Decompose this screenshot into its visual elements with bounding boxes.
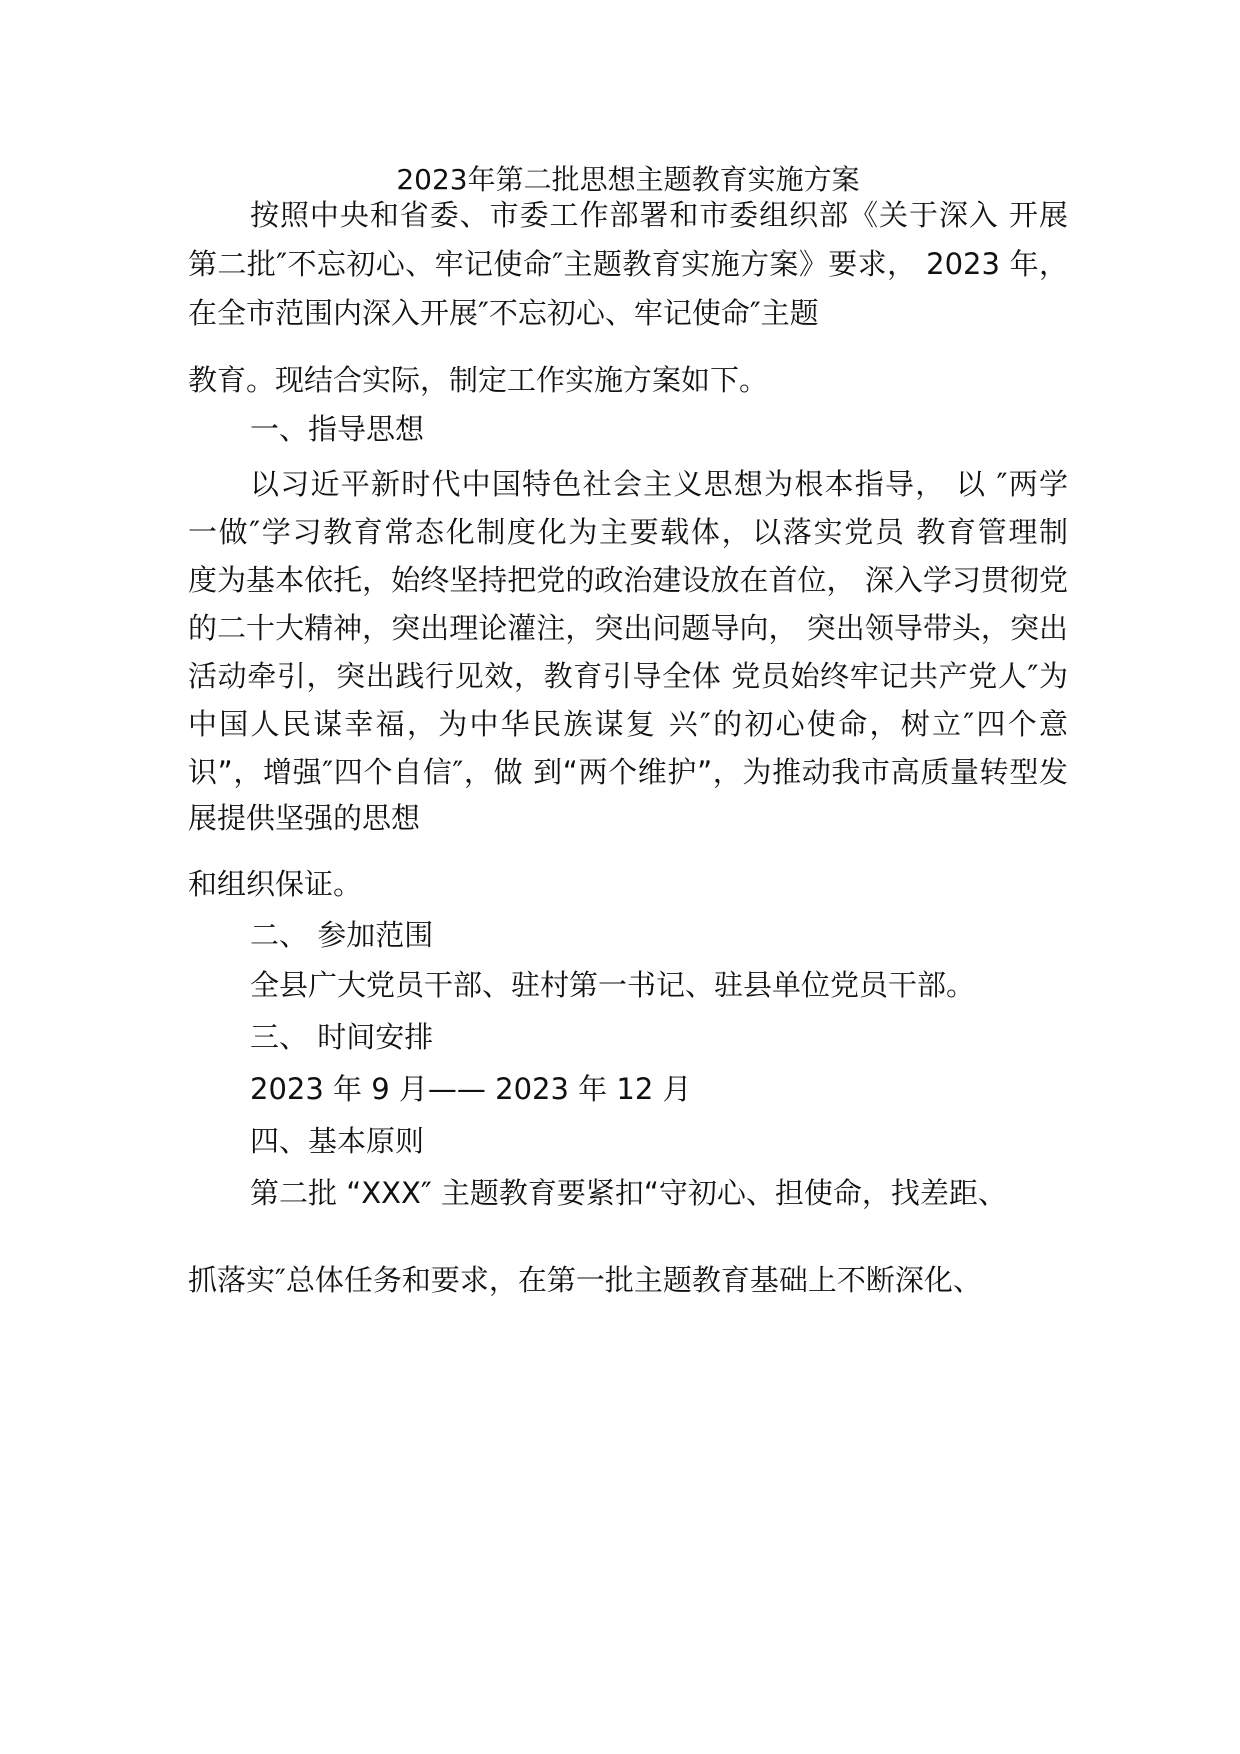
paragraph-line-12: 展提供坚强的思想 bbox=[188, 801, 421, 835]
paragraph-line-8: 的二十大精神，突出理论灌注，突出问题导向， 突出领导带头，突出 bbox=[188, 611, 1068, 645]
paragraph-line-1: 按照中央和省委、市委工作部署和市委组织部《关于深入 开展 bbox=[250, 198, 1068, 232]
section-heading-2: 二、 参加范围 bbox=[250, 918, 434, 952]
schedule-text: 2023 年 9 月—— 2023 年 12 月 bbox=[250, 1072, 692, 1106]
paragraph-line-9: 活动牵引，突出践行见效，教育引导全体 党员始终牢记共产党人″为 bbox=[188, 659, 1068, 693]
paragraph-line-5: 以习近平新时代中国特色社会主义思想为根本指导， 以 ″两学 bbox=[250, 467, 1068, 501]
section-heading-4: 四、基本原则 bbox=[250, 1124, 425, 1158]
paragraph-line-6: 一做″学习教育常态化制度化为主要载体，以落实党员 教育管理制 bbox=[188, 515, 1068, 549]
paragraph-line-7: 度为基本依托，始终坚持把党的政治建设放在首位， 深入学习贯彻党 bbox=[188, 563, 1068, 597]
section-heading-3: 三、 时间安排 bbox=[250, 1020, 434, 1054]
paragraph-line-10: 中国人民谋幸福，为中华民族谋复 兴″的初心使命，树立″四个意 bbox=[188, 707, 1068, 741]
principle-line-1: 第二批 “XXX″ 主题教育要紧扣“守初心、担使命，找差距、 bbox=[250, 1176, 1007, 1210]
section-heading-1: 一、指导思想 bbox=[250, 412, 425, 446]
paragraph-line-3: 在全市范围内深入开展″不忘初心、牢记使命″主题 bbox=[188, 296, 819, 330]
paragraph-line-11: 识”，增强″四个自信″，做 到“两个维护”，为推动我市高质量转型发 bbox=[188, 755, 1068, 789]
principle-line-2: 抓落实″总体任务和要求，在第一批主题教育基础上不断深化、 bbox=[188, 1263, 982, 1297]
paragraph-line-2: 第二批″不忘初心、牢记使命″主题教育实施方案》要求， 2023 年， bbox=[188, 247, 1068, 281]
paragraph-line-13: 和组织保证。 bbox=[188, 867, 363, 901]
paragraph-line-4: 教育。现结合实际，制定工作实施方案如下。 bbox=[188, 363, 769, 397]
scope-text: 全县广大党员干部、驻村第一书记、驻县单位党员干部。 bbox=[250, 968, 976, 1002]
document-title: 2023年第二批思想主题教育实施方案 bbox=[396, 163, 860, 196]
